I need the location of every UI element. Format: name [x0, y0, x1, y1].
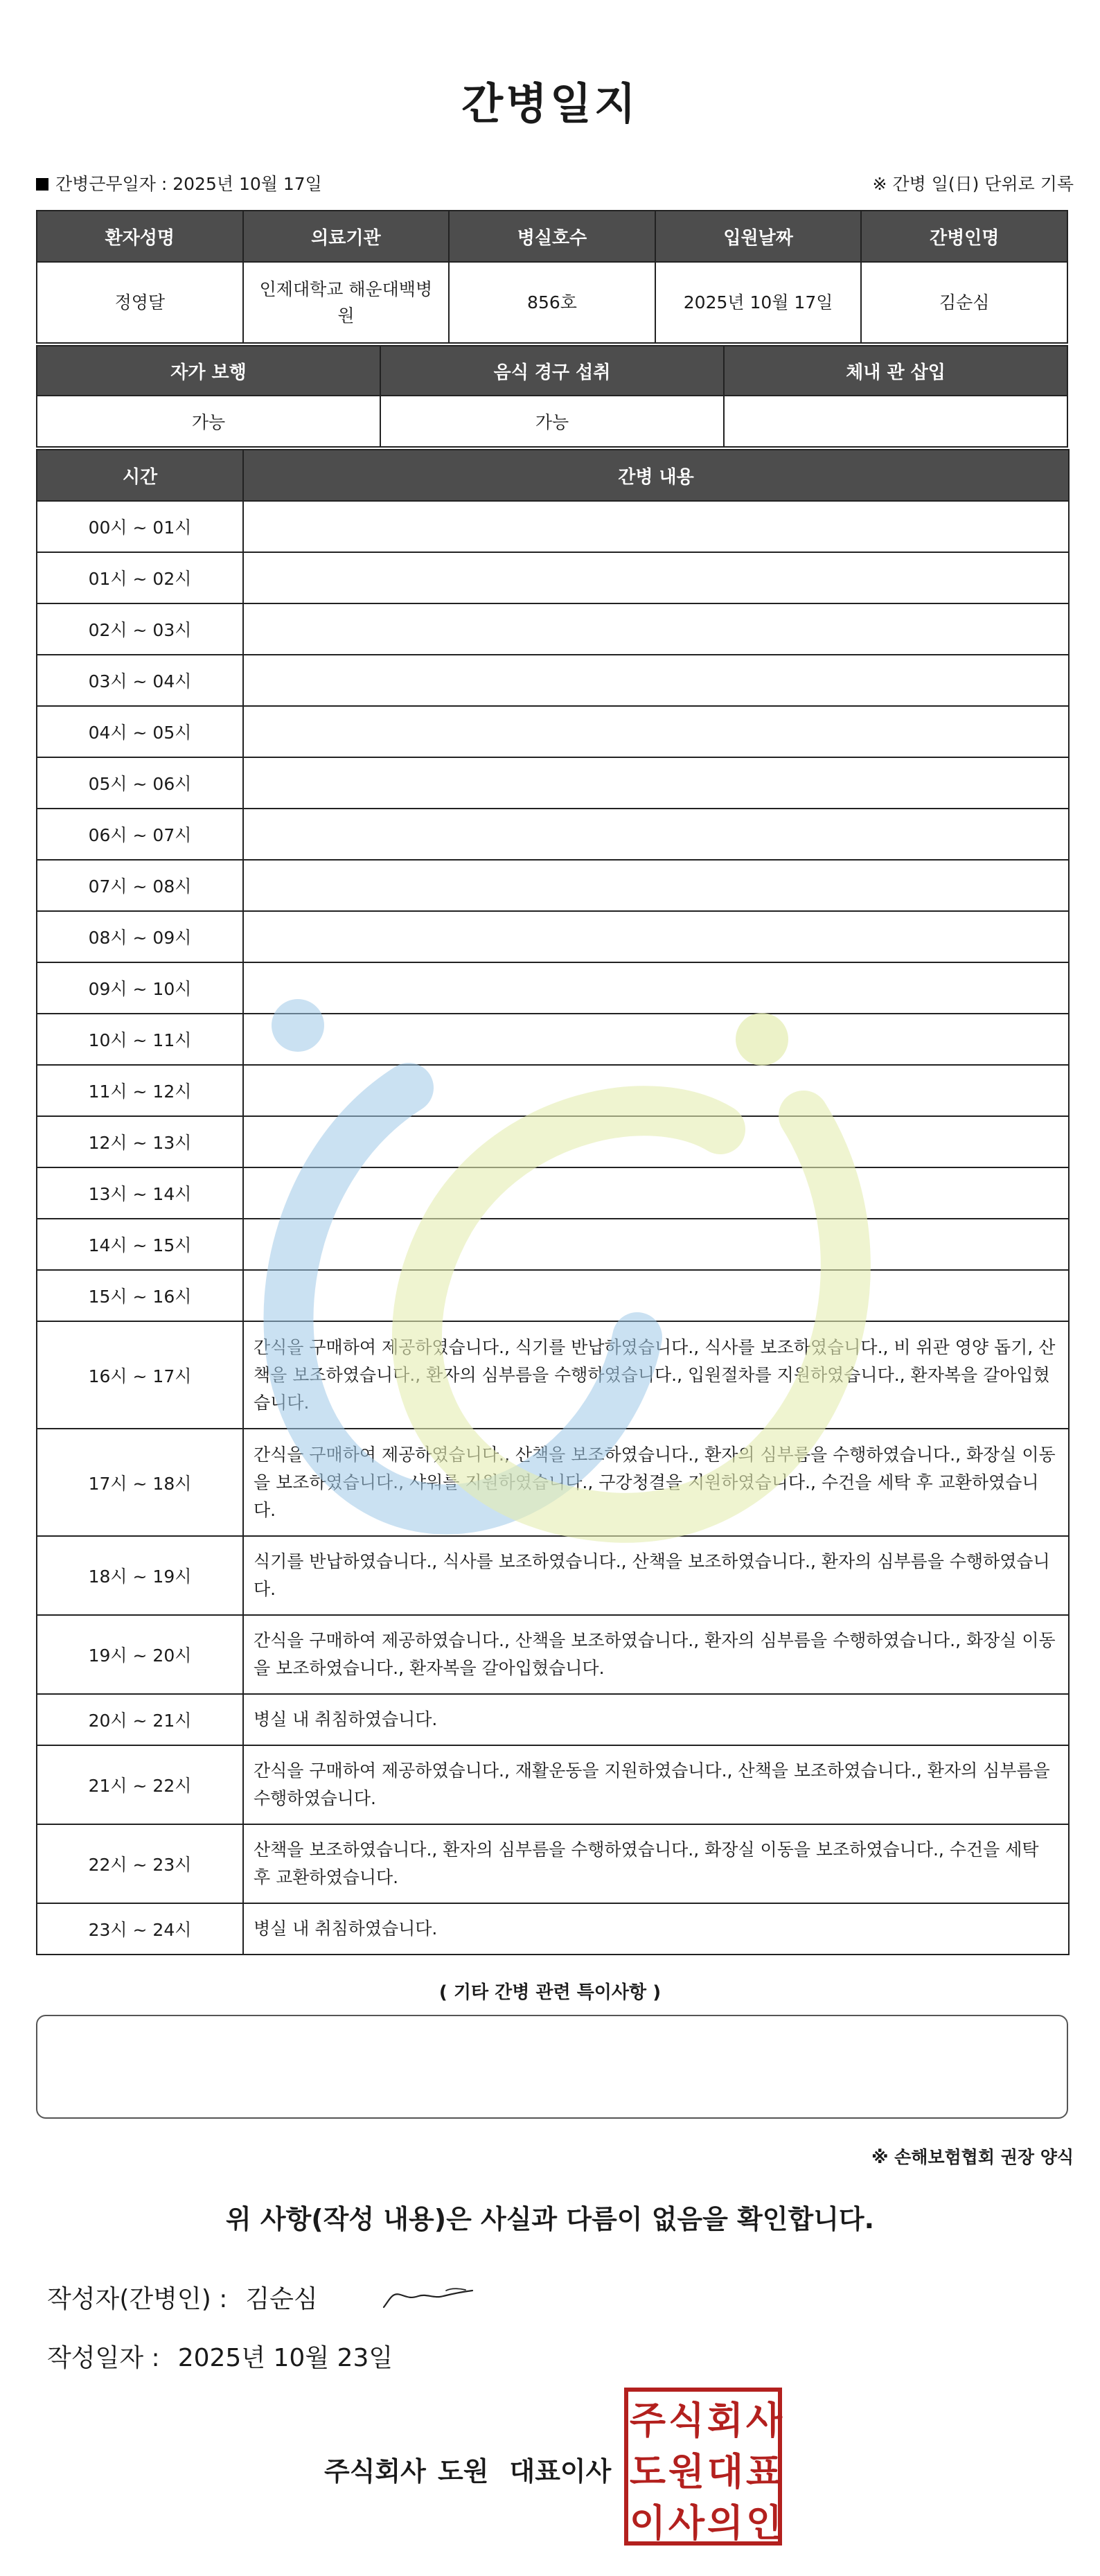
log-time: 18시 ~ 19시 [37, 1536, 243, 1615]
log-time: 07시 ~ 08시 [37, 860, 243, 911]
log-row [37, 1116, 1069, 1167]
log-content: 병실 내 취침하였습니다. [243, 1903, 1069, 1955]
header-care-content: 간병 내용 [243, 450, 1069, 501]
log-content: 식기를 반납하였습니다., 식사를 보조하였습니다., 산책을 보조하였습니다., 환자의 심부름을 수행하였습니다. [243, 1536, 1069, 1615]
log-content [243, 1014, 1069, 1065]
log-row [37, 1745, 1069, 1824]
log-content [243, 962, 1069, 1014]
log-row [37, 809, 1069, 860]
log-time: 09시 ~ 10시 [37, 962, 243, 1014]
write-date-line [47, 2338, 411, 2374]
log-time: 12시 ~ 13시 [37, 1116, 243, 1167]
log-content: 간식을 구매하여 제공하였습니다., 산책을 보조하였습니다., 환자의 심부름을 수행하였습니다., 화장실 이동을 보조하였습니다., 샤워를 지원하였습니다., 구강청결을 지원하였습니다., 수건을 세탁 후 교환하였습니다. [243, 1429, 1069, 1536]
oral-intake-value: 가능 [380, 396, 724, 447]
log-content: 산책을 보조하였습니다., 환자의 심부름을 수행하였습니다., 화장실 이동을 보조하였습니다., 수건을 세탁 후 교환하였습니다. [243, 1824, 1069, 1903]
log-row [37, 1824, 1069, 1903]
log-content [243, 1065, 1069, 1116]
log-time: 13시 ~ 14시 [37, 1167, 243, 1219]
log-content [243, 1270, 1069, 1321]
header-oral-intake: 음식 경구 섭취 [380, 346, 724, 396]
seal-char: 인 [745, 2500, 783, 2545]
log-time: 08시 ~ 09시 [37, 911, 243, 962]
log-time: 17시 ~ 18시 [37, 1429, 243, 1536]
log-content [243, 706, 1069, 757]
log-row [37, 911, 1069, 962]
seal-char: 식 [668, 2398, 705, 2442]
header-time: 시간 [37, 450, 243, 501]
header-self-walking: 자가 보행 [37, 346, 380, 396]
log-content [243, 1116, 1069, 1167]
log-content [243, 501, 1069, 552]
log-time: 19시 ~ 20시 [37, 1615, 243, 1694]
log-row [37, 1014, 1069, 1065]
special-notes-title: ( 기타 간병 관련 특이사항 ) [438, 1982, 662, 2003]
seal-char: 주 [629, 2398, 666, 2442]
handwritten-signature [380, 2274, 477, 2315]
log-row [37, 1903, 1069, 1955]
log-row [37, 706, 1069, 757]
log-time: 23시 ~ 24시 [37, 1903, 243, 1955]
log-time: 06시 ~ 07시 [37, 809, 243, 860]
seal-char: 사 [668, 2500, 705, 2545]
log-time: 02시 ~ 03시 [37, 603, 243, 655]
log-content [243, 809, 1069, 860]
seal-char: 표 [745, 2449, 783, 2494]
write-date-label: 작성일자 : [47, 2344, 160, 2372]
log-row [37, 1270, 1069, 1321]
special-notes-box [36, 2015, 1068, 2119]
log-content [243, 860, 1069, 911]
work-date [36, 170, 322, 195]
seal-char: 도 [629, 2449, 666, 2494]
caregiver-name: 김순심 [861, 262, 1067, 343]
seal-char: 이 [629, 2500, 666, 2545]
writer-name: 김순심 [245, 2285, 318, 2313]
log-time: 22시 ~ 23시 [37, 1824, 243, 1903]
header-tube-insertion: 체내 관 삽입 [724, 346, 1067, 396]
log-row [37, 552, 1069, 603]
patient-info-table [36, 210, 1068, 344]
header-hospital: 의료기관 [243, 211, 450, 262]
log-time: 21시 ~ 22시 [37, 1745, 243, 1824]
seal-char: 원 [668, 2449, 705, 2494]
log-content: 병실 내 취침하였습니다. [243, 1694, 1069, 1745]
write-date-value: 2025년 10월 23일 [177, 2344, 393, 2372]
writer-line [47, 2279, 336, 2315]
log-content [243, 552, 1069, 603]
header-admission-date: 입원날짜 [655, 211, 862, 262]
log-row [37, 1429, 1069, 1536]
log-row [37, 1321, 1069, 1429]
log-time: 03시 ~ 04시 [37, 655, 243, 706]
log-content [243, 757, 1069, 809]
log-row [37, 501, 1069, 552]
seal-char: 사 [745, 2398, 783, 2442]
seal-char: 대 [707, 2449, 744, 2494]
log-content [243, 603, 1069, 655]
log-time: 10시 ~ 11시 [37, 1014, 243, 1065]
log-time: 05시 ~ 06시 [37, 757, 243, 809]
log-content: 간식을 구매하여 제공하였습니다., 산책을 보조하였습니다., 환자의 심부름을 수행하였습니다., 화장실 이동을 보조하였습니다., 환자복을 갈아입혔습니다. [243, 1615, 1069, 1694]
log-row [37, 1219, 1069, 1270]
log-time: 15시 ~ 16시 [37, 1270, 243, 1321]
company-signature-line [324, 2450, 611, 2488]
record-unit-note: ※ 간병 일(日) 단위로 기록 [872, 174, 1074, 194]
log-content [243, 1167, 1069, 1219]
admission-date: 2025년 10월 17일 [655, 262, 862, 343]
log-row [37, 1694, 1069, 1745]
confirmation-statement: 위 사항(작성 내용)은 사실과 다름이 없음을 확인합니다. [225, 2204, 875, 2234]
log-row [37, 1167, 1069, 1219]
log-content: 간식을 구매하여 제공하였습니다., 식기를 반납하였습니다., 식사를 보조하였습니다., 비 위관 영양 돕기, 산책을 보조하였습니다., 환자의 심부름을 수행하였습니다., 입원절차를 지원하였습니다., 환자복을 갈아입혔습니다. [243, 1321, 1069, 1429]
log-row [37, 1536, 1069, 1615]
patient-status-table [36, 345, 1068, 448]
room-number: 856호 [449, 262, 655, 343]
work-date-label: 간병근무일자 : [55, 174, 168, 194]
company-seal-stamp [624, 2388, 782, 2546]
log-row [37, 1615, 1069, 1694]
hospital-name: 인제대학교 해운대백병원 [243, 262, 450, 343]
tube-insertion-value [724, 396, 1067, 447]
company-name: 주식회사 도원 [324, 2456, 489, 2487]
log-content [243, 1219, 1069, 1270]
seal-char: 의 [707, 2500, 744, 2545]
writer-label: 작성자(간병인) : [47, 2285, 228, 2313]
representative-title: 대표이사 [509, 2456, 612, 2487]
log-time: 00시 ~ 01시 [37, 501, 243, 552]
patient-name: 정영달 [37, 262, 243, 343]
header-patient-name: 환자성명 [37, 211, 243, 262]
log-row [37, 1065, 1069, 1116]
page-title: 간병일지 [461, 78, 639, 129]
log-content [243, 911, 1069, 962]
log-time: 04시 ~ 05시 [37, 706, 243, 757]
log-time: 14시 ~ 15시 [37, 1219, 243, 1270]
header-room: 병실호수 [449, 211, 655, 262]
log-content [243, 655, 1069, 706]
log-row [37, 860, 1069, 911]
work-date-value: 2025년 10월 17일 [172, 174, 322, 194]
log-row [37, 962, 1069, 1014]
log-time: 11시 ~ 12시 [37, 1065, 243, 1116]
care-log-table [36, 449, 1070, 1955]
log-time: 16시 ~ 17시 [37, 1321, 243, 1429]
self-walking-value: 가능 [37, 396, 380, 447]
square-bullet-icon [36, 178, 48, 191]
recommended-form-note: ※ 손해보험협회 권장 양식 [871, 2147, 1074, 2167]
log-time: 20시 ~ 21시 [37, 1694, 243, 1745]
log-row [37, 757, 1069, 809]
log-row [37, 603, 1069, 655]
seal-char: 회 [707, 2398, 744, 2442]
log-content: 간식을 구매하여 제공하였습니다., 재활운동을 지원하였습니다., 산책을 보조하였습니다., 환자의 심부름을 수행하였습니다. [243, 1745, 1069, 1824]
log-time: 01시 ~ 02시 [37, 552, 243, 603]
header-caregiver-name: 간병인명 [861, 211, 1067, 262]
log-row [37, 655, 1069, 706]
